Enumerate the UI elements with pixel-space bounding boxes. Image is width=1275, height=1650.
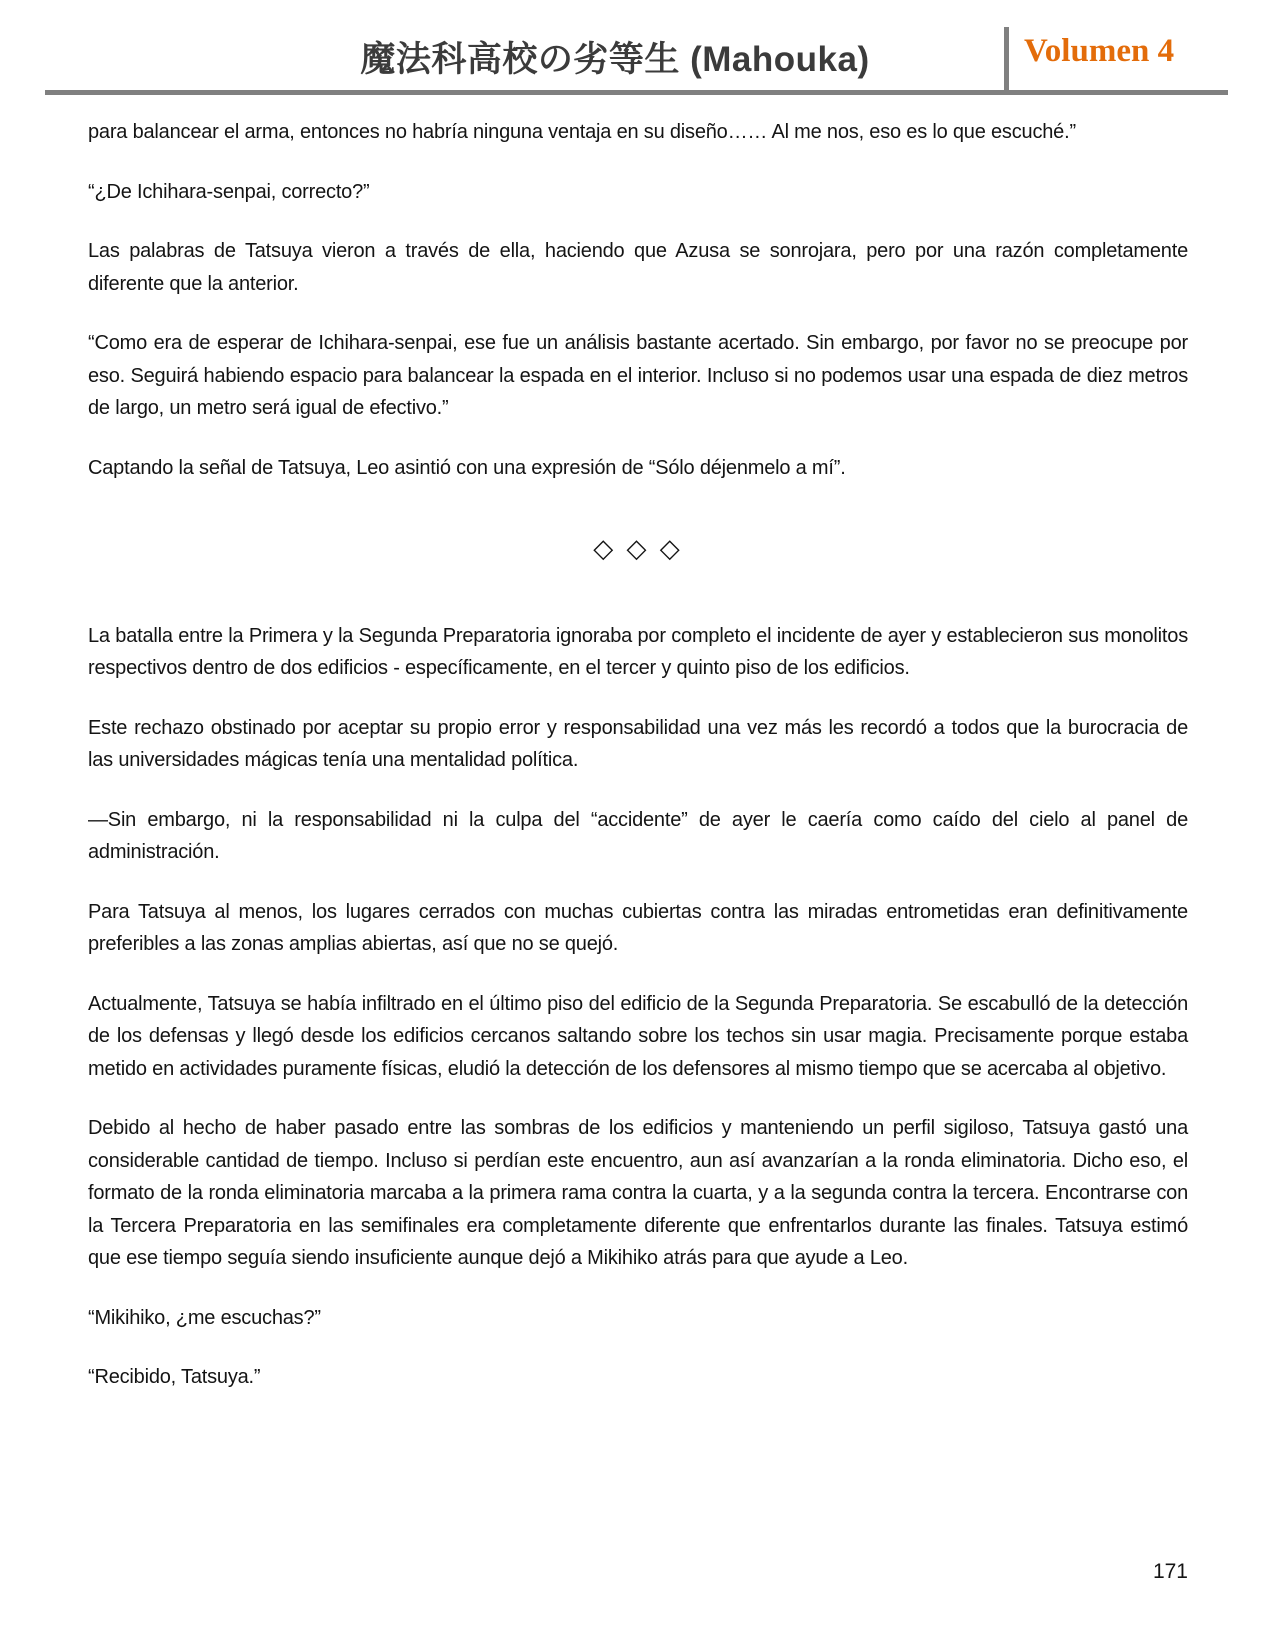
header-divider-bar [1004,27,1009,95]
body-paragraph: Actualmente, Tatsuya se había infiltrado en el último piso del edificio de la Segunda Preparatoria. Se escabulló de la detección de los defensas y llegó desde los edificios cercanos saltando sobre los techos sin usar magia. Precisamente porque estaba metido en actividades puramente físicas, eludió la detección de los defensores al mismo tiempo que se acercaba al objetivo. [88,992,1188,1080]
body-paragraph: La batalla entre la Primera y la Segunda Preparatoria ignoraba por completo el incidente de ayer y establecieron sus monolitos respectivos dentro de dos edificios - específicamente, en el tercer y quinto piso de los edificios. [88,624,1188,679]
body-paragraph: para balancear el arma, entonces no habría ninguna ventaja en su diseño…… Al me nos, eso es lo que escuché.” [88,121,1076,143]
volume-label: Volumen 4 [1024,33,1175,69]
body-paragraph: “¿De Ichihara-senpai, correcto?” [88,180,370,203]
body-paragraph: “Como era de esperar de Ichihara-senpai, ese fue un análisis bastante acertado. Sin embargo, por favor no se preocupe por eso. Seguirá habiendo espacio para balancear la espada en el interior. Incluso si no podemos usar una espada de diez metros de largo, un metro será igual de efectivo.” [88,332,1188,419]
body-text [88,116,1188,1421]
body-paragraph: Este rechazo obstinado por aceptar su propio error y responsabilidad una vez más les recordó a todos que la burocracia de las universidades mágicas tenía una mentalidad política. [88,716,1188,771]
body-paragraph: Para Tatsuya al menos, los lugares cerrados con muchas cubiertas contra las miradas entrometidas eran definitivamente preferibles a las zonas amplias abiertas, así que no se quejó. [88,900,1188,955]
body-paragraph: “Recibido, Tatsuya.” [88,1366,261,1388]
body-paragraph: “Mikihiko, ¿me escuchas?” [88,1306,321,1329]
page-number: 171 [1152,1560,1188,1583]
body-paragraph: Las palabras de Tatsuya vieron a través de ella, haciendo que Azusa se sonrojara, pero por una razón completamente diferente que la anterior. [88,240,1188,295]
scene-break-divider: ◇ ◇ ◇ [593,533,683,563]
body-paragraph: Captando la señal de Tatsuya, Leo asintió con una expresión de “Sólo déjenmelo a mí”. [88,456,846,479]
header-rule [45,90,1228,95]
page-header-title: 魔法科高校の劣等生 (Mahouka) [360,40,870,79]
body-paragraph: —Sin embargo, ni la responsabilidad ni la culpa del “accidente” de ayer le caería como caído del cielo al panel de administración. [88,808,1188,863]
body-paragraph: Debido al hecho de haber pasado entre las sombras de los edificios y manteniendo un perfil sigiloso, Tatsuya gastó una considerable cantidad de tiempo. Incluso si perdían este encuentro, aun así avanzarían a la ronda eliminatoria. Dicho eso, el formato de la ronda eliminatoria marcaba a la primera rama contra la cuarta, y a la segunda contra la tercera. Encontrarse con la Tercera Preparatoria en las semifinales era completamente diferente que enfrentarlos durante las finales. Tatsuya estimó que ese tiempo seguía siendo insuficiente aunque dejó a Mikihiko atrás para que ayude a Leo. [88,1117,1188,1269]
